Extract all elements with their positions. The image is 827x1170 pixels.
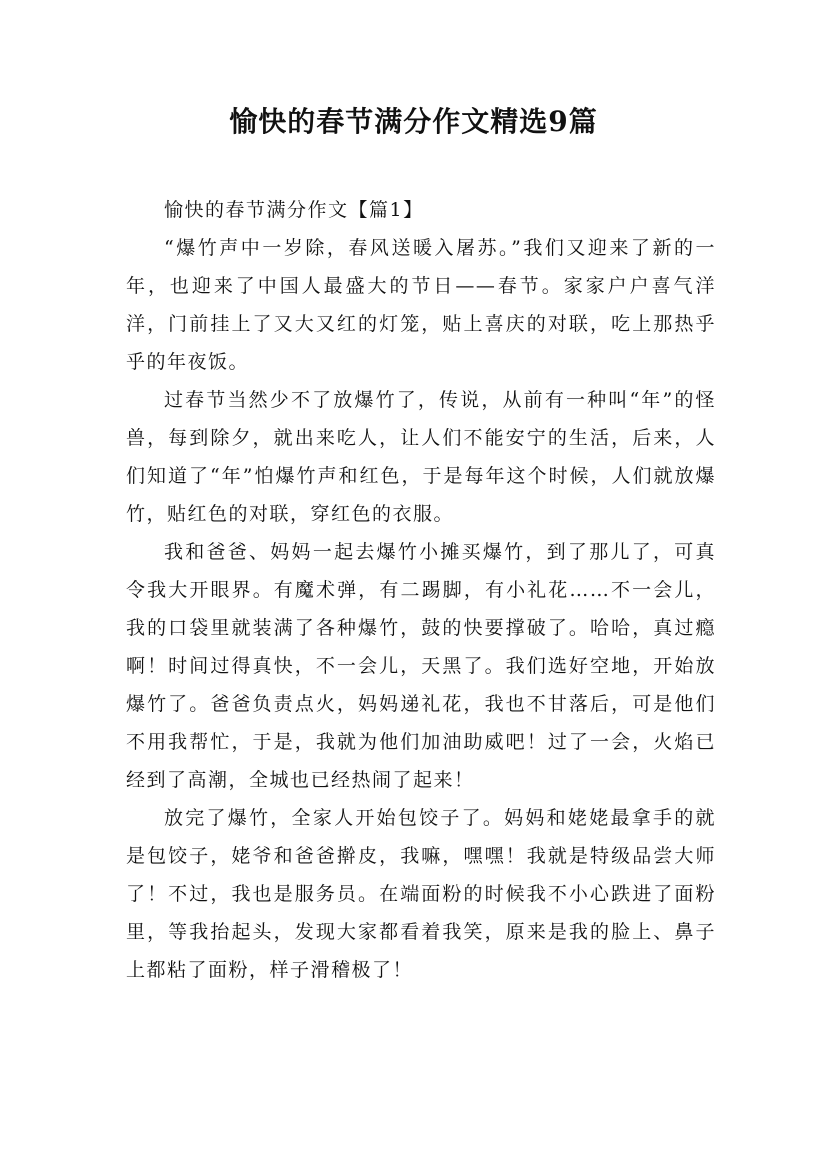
document-body: [126, 191, 716, 989]
document-title: 愉快的春节满分作文精选9篇: [229, 105, 598, 138]
paragraph: 我和爸爸、妈妈一起去爆竹小摊买爆竹，到了那儿了，可真令我大开眼界。有魔术弹，有二踢脚，有小礼花……不一会儿，我的口袋里就装满了各种爆竹，鼓的快要撑破了。哈哈，真过瘾啊！时间过得真快，不一会儿，天黑了。我们选好空地，开始放爆竹了。爸爸负责点火，妈妈递礼花，我也不甘落后，可是他们不用我帮忙，于是，我就为他们加油助威吧！过了一会，火焰已经到了高潮，全城也已经热闹了起来！: [126, 541, 716, 791]
paragraph: 放完了爆竹，全家人开始包饺子了。妈妈和姥姥最拿手的就是包饺子，姥爷和爸爸擀皮，我嘛，嘿嘿！我就是特级品尝大师了！不过，我也是服务员。在端面粉的时候我不小心跌进了面粉里，等我抬起头，发现大家都看着我笑，原来是我的脸上、鼻子上都粘了面粉，样子滑稽极了！: [126, 807, 716, 981]
section-heading: 愉快的春节满分作文【篇1】: [164, 199, 424, 221]
paragraph: 过春节当然少不了放爆竹了，传说，从前有一种叫“年”的怪兽，每到除夕，就出来吃人，让人们不能安宁的生活，后来，人们知道了“年”怕爆竹声和红色，于是每年这个时候，人们就放爆竹，贴红色的对联，穿红色的衣服。: [126, 389, 716, 525]
paragraph: “爆竹声中一岁除，春风送暖入屠苏。”我们又迎来了新的一年，也迎来了中国人最盛大的节日——春节。家家户户喜气洋洋，门前挂上了又大又红的灯笼，贴上喜庆的对联，吃上那热乎乎的年夜饭。: [126, 237, 716, 373]
